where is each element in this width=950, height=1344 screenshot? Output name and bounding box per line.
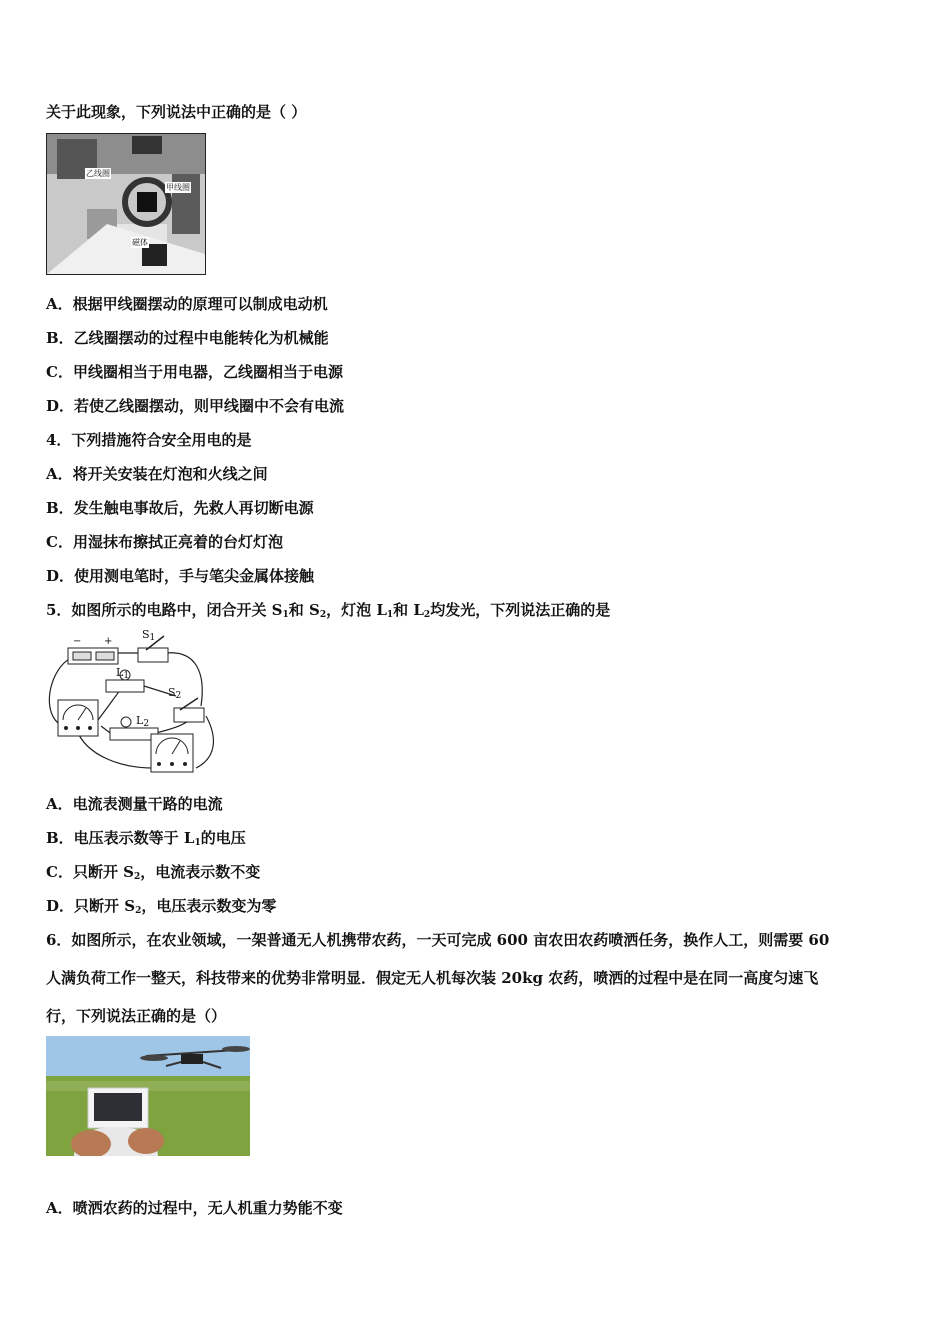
q6-stem-line-3: 行，下列说法正确的是（） [46,1007,227,1025]
lamp-l2-label: $L_2$ [136,714,150,729]
q6-stem-line-1: 6．如图所示，在农业领域，一架普通无人机携带农药，一天可完成 600 亩农田农药喷洒任务，换作人工，则需要 60 [46,931,830,949]
q5-option-b: B．电压表示数等于 $L_1$的电压 [46,829,246,848]
q4-stem: 4．下列措施符合安全用电的是 [46,431,252,449]
q4-option-b: B．发生触电事故后，先救人再切断电源 [46,499,314,517]
coil-experiment-photo [46,133,206,275]
label-magnet: 磁体 [132,238,148,247]
q4-option-d: D．使用测电笔时，手与笔尖金属体接触 [46,567,315,585]
battery-minus-label: − [73,636,82,647]
switch-s2-label: $S_2$ [168,686,182,701]
label-coil-yi: 乙线圈 [86,169,110,178]
q3-option-c: C．甲线圈相当于用电器，乙线圈相当于电源 [46,363,343,381]
q5-stem: 5．如图所示的电路中，闭合开关 $S_1$和 $S_2$，灯泡 $L_1$和 $L_2$均发光，下列说法正确的是 [46,601,611,620]
q5-option-c: C．只断开 $S_2$，电流表示数不变 [46,863,261,882]
q3-option-b: B．乙线圈摆动的过程中电能转化为机械能 [46,329,329,347]
q4-option-c: C．用湿抹布擦拭正亮着的台灯灯泡 [46,533,283,551]
drone-field-photo [46,1036,250,1156]
q4-option-a: A．将开关安装在灯泡和火线之间 [46,465,268,483]
q3-option-d: D．若使乙线圈摆动，则甲线圈中不会有电流 [46,397,345,415]
circuit-diagram [46,628,216,776]
switch-s1-label: $S_1$ [142,628,156,643]
q6-stem-line-2: 人满负荷工作一整天，科技带来的优势非常明显．假定无人机每次装 20kg 农药，喷洒的过程中是在同一高度匀速飞 [46,969,819,987]
label-coil-jia: 甲线圈 [166,183,190,192]
q5-option-a: A．电流表测量干路的电流 [46,795,223,813]
q6-option-a: A．喷洒农药的过程中，无人机重力势能不变 [46,1199,343,1217]
battery-plus-label: + [104,636,113,647]
q3-option-a: A．根据甲线圈摆动的原理可以制成电动机 [46,295,328,313]
question-intro: 关于此现象，下列说法中正确的是（ ） [46,103,307,121]
lamp-l1-label: $L_1$ [116,666,130,681]
q5-option-d: D．只断开 $S_2$，电压表示数变为零 [46,897,277,916]
